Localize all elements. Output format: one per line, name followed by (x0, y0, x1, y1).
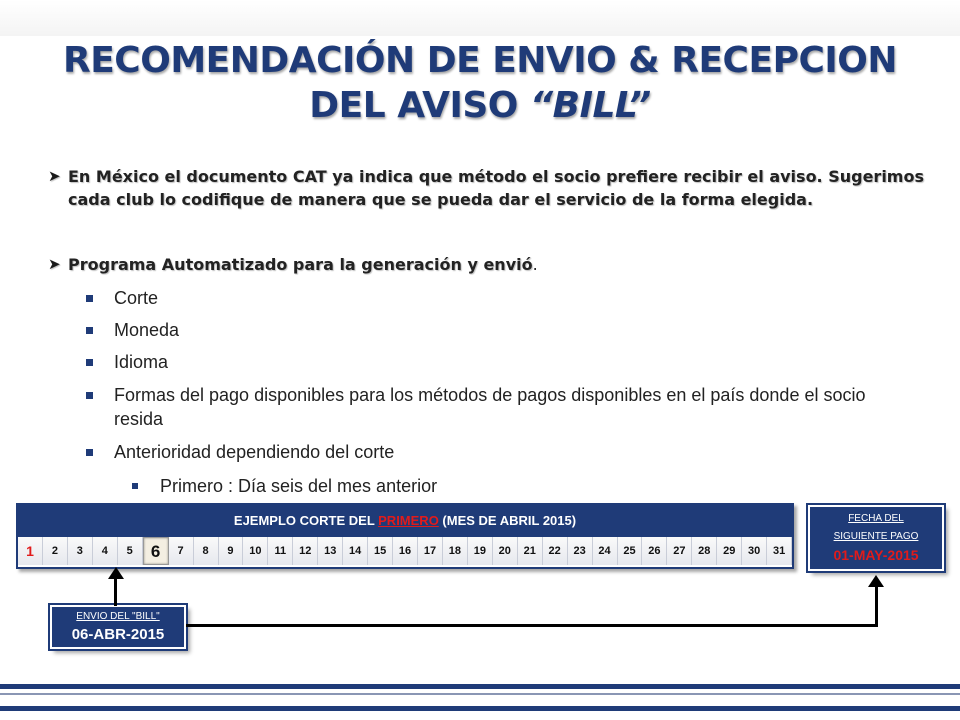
calendar-header (18, 505, 792, 537)
up-arrow-icon (868, 575, 884, 587)
calendar-day: 31 (767, 537, 792, 565)
calendar-day: 13 (318, 537, 343, 565)
calendar-day: 21 (518, 537, 543, 565)
up-arrow-icon (108, 567, 124, 579)
title-line-2 (0, 83, 960, 128)
calendar-day: 27 (667, 537, 692, 565)
next-payment-date: 01-MAY-2015 (833, 547, 919, 563)
title-line-2-prefix: DEL AVISO (309, 85, 530, 126)
calendar-day: 24 (593, 537, 618, 565)
sub-bullet-corte (86, 286, 914, 310)
calendar-day: 17 (418, 537, 443, 565)
sub-bullet-label: Corte (114, 288, 159, 308)
sub-bullet-label: Moneda (114, 320, 180, 340)
calendar-day: 16 (393, 537, 418, 565)
square-bullet-icon (86, 392, 93, 399)
calendar-day: 26 (642, 537, 667, 565)
footer-bar-bottom (0, 706, 960, 711)
footer-bar-thin (0, 693, 960, 695)
calendar-day: 7 (169, 537, 194, 565)
calendar-day: 18 (443, 537, 468, 565)
title-bill: “BILL” (529, 85, 651, 126)
sub-bullet-anterioridad (86, 440, 914, 464)
square-bullet-icon (86, 449, 93, 456)
calendar-day: 8 (194, 537, 219, 565)
calendar-day: 1 (18, 537, 43, 565)
bullet-automated-program (48, 253, 928, 276)
calendar-days-row (18, 537, 792, 565)
square-bullet-icon (132, 483, 138, 489)
calendar-day: 15 (368, 537, 393, 565)
calendar-day: 28 (692, 537, 717, 565)
calendar-day: 6 (143, 537, 169, 565)
sub-bullet-formas-pago (86, 383, 914, 431)
calendar-example (16, 503, 794, 569)
bill-send-label: ENVIO DEL "BILL" (76, 611, 160, 622)
sub-bullet-label: Formas del pago disponibles para los métodos de pagos disponibles en el país donde el socio resida (114, 385, 866, 429)
sub-bullet-idioma (86, 350, 914, 374)
bullet-program-period: . (532, 255, 538, 274)
arrow-bullet-icon: ➤ (48, 255, 61, 273)
square-bullet-icon (86, 327, 93, 334)
calendar-header-highlight: PRIMERO (378, 513, 439, 528)
next-payment-date-box (808, 505, 944, 571)
bullet-program-text: Programa Automatizado para la generación y envió (68, 255, 533, 274)
square-bullet-icon (86, 359, 93, 366)
bullet-cat-text: En México el documento CAT ya indica que método el socio prefiere recibir el aviso. Sugerimos cada club lo codifique de manera que se pueda dar el servicio de la forma elegida. (68, 167, 924, 209)
title-line-1: RECOMENDACIÓN DE ENVIO & RECEPCION (62, 40, 897, 81)
sub-bullet-moneda (86, 318, 914, 342)
connector-line (186, 624, 878, 627)
calendar-header-prefix: EJEMPLO CORTE DEL (233, 513, 379, 528)
sub-sub-bullet-label: Primero : Día seis del mes anterior (160, 476, 438, 496)
calendar-day: 9 (219, 537, 244, 565)
calendar-day: 20 (493, 537, 518, 565)
calendar-day: 30 (742, 537, 767, 565)
calendar-day: 29 (717, 537, 742, 565)
calendar-day: 25 (618, 537, 643, 565)
next-payment-label-2: SIGUIENTE PAGO (833, 531, 919, 542)
sub-bullet-label: Anterioridad dependiendo del corte (114, 442, 395, 462)
arrow-bullet-icon: ➤ (48, 167, 61, 185)
calendar-header-suffix: (MES DE ABRIL 2015) (438, 513, 577, 528)
calendar-day: 14 (343, 537, 368, 565)
calendar-day: 23 (568, 537, 593, 565)
top-band (0, 0, 960, 36)
sub-sub-bullet-primero (132, 474, 437, 498)
calendar-day: 19 (468, 537, 493, 565)
calendar-day: 5 (118, 537, 143, 565)
payment-arrow-line (875, 586, 878, 627)
calendar-day: 10 (243, 537, 268, 565)
square-bullet-icon (86, 295, 93, 302)
slide-title (0, 38, 960, 128)
bullet-cat-document (48, 165, 928, 211)
bill-send-date-box (50, 605, 186, 649)
bill-send-date: 06-ABR-2015 (71, 626, 165, 643)
calendar-day: 11 (268, 537, 293, 565)
sub-bullet-label: Idioma (114, 352, 169, 372)
calendar-day: 3 (68, 537, 93, 565)
calendar-day: 22 (543, 537, 568, 565)
calendar-day: 12 (293, 537, 318, 565)
calendar-day: 2 (43, 537, 68, 565)
calendar-day: 4 (93, 537, 118, 565)
next-payment-label-1: FECHA DEL (848, 513, 904, 524)
footer-bar-top (0, 684, 960, 689)
send-arrow-line (114, 578, 117, 606)
